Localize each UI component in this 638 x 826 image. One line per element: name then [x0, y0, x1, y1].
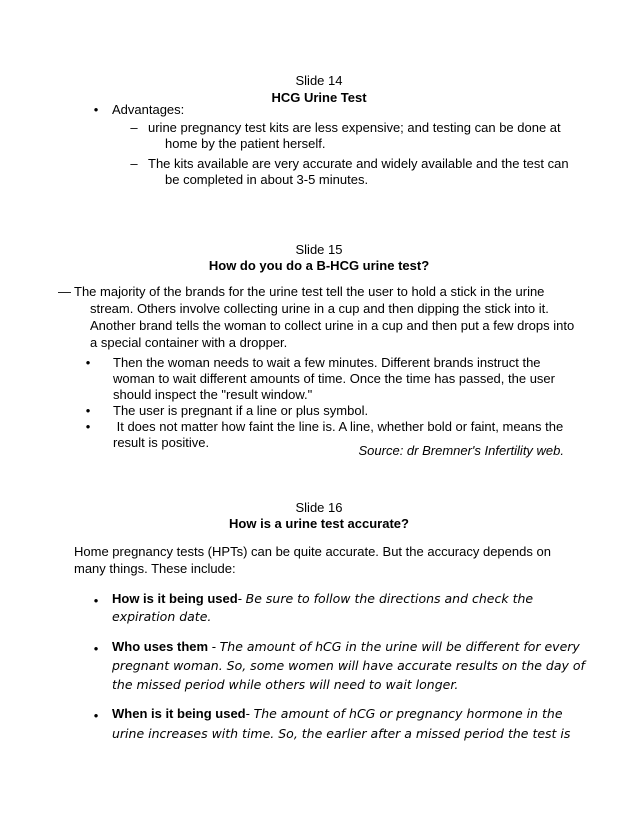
emdash-icon: — — [58, 284, 71, 299]
bullet-icon: • — [85, 419, 91, 434]
dash-icon: – — [130, 156, 138, 171]
item-text-line-1: The amount of hCG in the urine will be different for every — [219, 639, 580, 654]
bullet-icon: • — [93, 102, 99, 117]
item-separator: - — [208, 639, 220, 654]
slide-16-title: How is a urine test accurate? — [229, 516, 409, 531]
item-text-line-1: The amount of hCG or pregnancy hormone in the — [253, 706, 563, 721]
slide-15-bullet-3-line-1: It does not matter how faint the line is. A line, whether bold or faint, means the — [113, 419, 564, 434]
slide-15-bullet-3-line-2: result is positive. — [113, 435, 210, 450]
item-label: Who uses them — [112, 639, 209, 654]
slide-15-bullet-1-line-2: woman to wait different amounts of time. Once the time has passed, the user — [113, 371, 555, 386]
slide-15-bullet-2: The user is pregnant if a line or plus symbol. — [113, 403, 369, 418]
bullet-icon: • — [93, 708, 99, 723]
item-separator: - — [237, 591, 246, 606]
slide-14-bullet: Advantages: — [112, 102, 185, 117]
slide-14-subitem-2-line-1: The kits available are very accurate and widely available and the test can — [148, 156, 569, 171]
bullet-icon: • — [85, 355, 91, 370]
slide-16-item-1-line-2: expiration date. — [112, 609, 212, 624]
item-label: How is it being used — [112, 591, 238, 606]
slide-15-number: Slide 15 — [295, 242, 343, 257]
slide-14-subitem-1-line-2: home by the patient herself. — [165, 136, 326, 151]
slide-15-intro-line-2: stream. Others involve collecting urine in a cup and then dipping the stick into it. — [90, 301, 549, 316]
slide-16-intro-line-2: many things. These include: — [74, 561, 236, 576]
slide-15-title: How do you do a B-HCG urine test? — [208, 258, 430, 273]
slide-15-intro-line-4: a special container with a dropper. — [90, 335, 288, 350]
bullet-icon: • — [93, 593, 99, 608]
slide-14-subitem-2-line-2: be completed in about 3-5 minutes. — [165, 172, 369, 187]
slide-14-subitem-1-line-1: urine pregnancy test kits are less expensive; and testing can be done at — [148, 120, 561, 135]
slide-15-intro-line-3: Another brand tells the woman to collect urine in a cup and then put a few drops into — [90, 318, 575, 333]
bullet-icon: • — [93, 641, 99, 656]
item-text-line-1: Be sure to follow the directions and check the — [245, 591, 534, 606]
slide-15-intro-line-1: The majority of the brands for the urine test tell the user to hold a stick in the urine — [74, 284, 545, 299]
dash-icon: – — [130, 120, 138, 135]
slide-16-item-3-line-2: urine increases with time. So, the earlier after a missed period the test is — [112, 726, 571, 741]
slide-15-bullet-1-line-3: should inspect the "result window." — [113, 387, 313, 402]
slide-15-bullet-1-line-1: Then the woman needs to wait a few minutes. Different brands instruct the — [113, 355, 541, 370]
item-label: When is it being used — [112, 706, 246, 721]
slide-16-item-3 — [112, 703, 563, 725]
bullet-icon: • — [85, 403, 91, 418]
slide-16-item-2-line-3: the missed period while others will need to wait longer. — [112, 677, 459, 692]
item-separator: - — [245, 706, 254, 721]
slide-15-source: Source: dr Bremner's Infertility web. — [358, 443, 564, 458]
slide-16-number: Slide 16 — [295, 500, 343, 515]
slide-14-title: HCG Urine Test — [271, 90, 367, 105]
slide-14-number: Slide 14 — [295, 73, 343, 88]
slide-16-intro-line-1: Home pregnancy tests (HPTs) can be quite accurate. But the accuracy depends on — [74, 544, 551, 559]
slide-16-item-2-line-2: pregnant woman. So, some women will have accurate results on the day of — [112, 658, 585, 673]
